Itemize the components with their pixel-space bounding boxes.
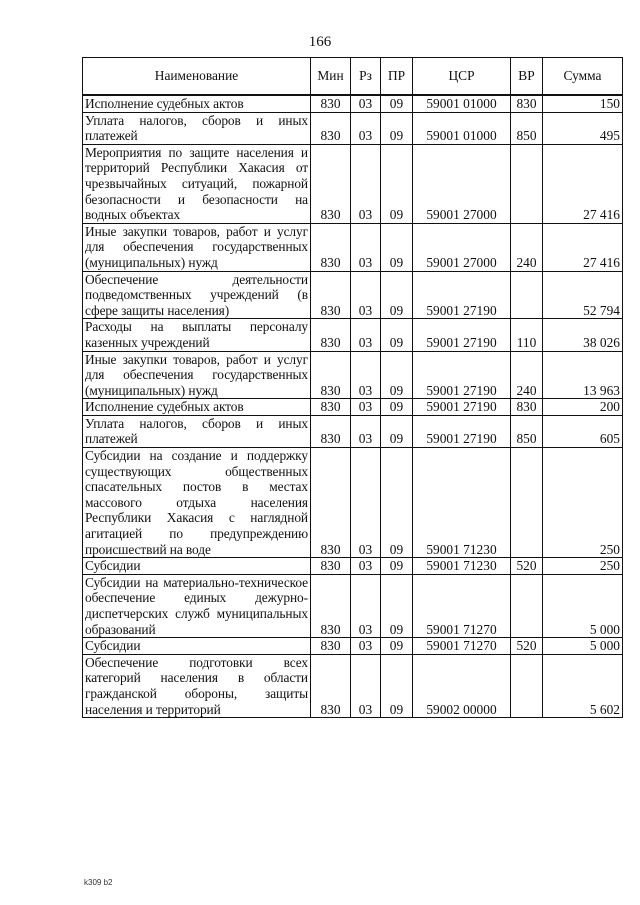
row-pr: 09	[381, 144, 413, 223]
row-vr	[511, 574, 543, 637]
row-rz: 03	[351, 351, 381, 399]
row-name: Субсидии	[83, 558, 311, 575]
row-csr: 59001 27000	[413, 223, 511, 271]
row-sum: 27 416	[543, 223, 623, 271]
row-min: 830	[311, 351, 351, 399]
row-vr: 520	[511, 558, 543, 575]
row-vr	[511, 144, 543, 223]
header-pr: ПР	[381, 58, 413, 96]
row-min: 830	[311, 415, 351, 447]
row-vr	[511, 448, 543, 558]
page-number: 166	[308, 34, 332, 50]
row-pr: 09	[381, 112, 413, 144]
row-name: Обеспечение деятельности подведомственных учреждений (в сфере защиты населения)	[83, 271, 311, 319]
row-pr: 09	[381, 558, 413, 575]
table-row	[83, 271, 623, 319]
row-name: Исполнение судебных актов	[83, 95, 311, 112]
row-csr: 59001 27190	[413, 271, 511, 319]
table-header-row	[83, 58, 623, 96]
row-min: 830	[311, 112, 351, 144]
row-name: Субсидии на создание и поддержку существующих общественных спасательных постов в местах массового отдыха населения Республики Хакасия с наглядной агитацией по предупреждению происшествий на воде	[83, 448, 311, 558]
row-sum: 495	[543, 112, 623, 144]
header-rz: Рз	[351, 58, 381, 96]
row-min: 830	[311, 558, 351, 575]
table-row	[83, 415, 623, 447]
table-row	[83, 112, 623, 144]
row-rz: 03	[351, 95, 381, 112]
row-vr: 830	[511, 399, 543, 416]
row-rz: 03	[351, 319, 381, 351]
table-row	[83, 448, 623, 558]
row-rz: 03	[351, 654, 381, 717]
row-sum: 27 416	[543, 144, 623, 223]
row-min: 830	[311, 399, 351, 416]
row-min: 830	[311, 271, 351, 319]
row-vr: 850	[511, 415, 543, 447]
row-min: 830	[311, 95, 351, 112]
table-row	[83, 654, 623, 717]
row-vr	[511, 654, 543, 717]
row-csr: 59002 00000	[413, 654, 511, 717]
row-sum: 5 602	[543, 654, 623, 717]
table-row	[83, 574, 623, 637]
table-row	[83, 319, 623, 351]
row-vr	[511, 271, 543, 319]
row-csr: 59001 27190	[413, 319, 511, 351]
table-row	[83, 399, 623, 416]
row-rz: 03	[351, 558, 381, 575]
header-min: Мин	[311, 58, 351, 96]
row-min: 830	[311, 638, 351, 655]
row-sum: 250	[543, 448, 623, 558]
row-vr: 850	[511, 112, 543, 144]
row-vr: 240	[511, 223, 543, 271]
row-vr: 240	[511, 351, 543, 399]
row-rz: 03	[351, 448, 381, 558]
row-sum: 38 026	[543, 319, 623, 351]
row-sum: 150	[543, 95, 623, 112]
row-vr: 110	[511, 319, 543, 351]
row-csr: 59001 27190	[413, 351, 511, 399]
table-row	[83, 223, 623, 271]
row-pr: 09	[381, 399, 413, 416]
row-name: Субсидии на материально-техническое обеспечение единых дежурно-диспетчерских служб муниципальных образований	[83, 574, 311, 637]
header-sum: Сумма	[543, 58, 623, 96]
row-sum: 52 794	[543, 271, 623, 319]
row-csr: 59001 01000	[413, 95, 511, 112]
row-csr: 59001 27000	[413, 144, 511, 223]
budget-table	[82, 57, 623, 718]
row-min: 830	[311, 574, 351, 637]
row-pr: 09	[381, 415, 413, 447]
row-pr: 09	[381, 351, 413, 399]
table-row	[83, 351, 623, 399]
row-pr: 09	[381, 319, 413, 351]
row-vr: 830	[511, 95, 543, 112]
row-pr: 09	[381, 223, 413, 271]
row-name: Уплата налогов, сборов и иных платежей	[83, 112, 311, 144]
row-sum: 250	[543, 558, 623, 575]
row-sum: 200	[543, 399, 623, 416]
row-csr: 59001 71270	[413, 574, 511, 637]
row-rz: 03	[351, 112, 381, 144]
row-pr: 09	[381, 638, 413, 655]
row-sum: 5 000	[543, 638, 623, 655]
row-name: Исполнение судебных актов	[83, 399, 311, 416]
row-sum: 13 963	[543, 351, 623, 399]
header-vr: ВР	[511, 58, 543, 96]
row-csr: 59001 71230	[413, 558, 511, 575]
row-vr: 520	[511, 638, 543, 655]
row-pr: 09	[381, 574, 413, 637]
row-rz: 03	[351, 144, 381, 223]
row-name: Иные закупки товаров, работ и услуг для обеспечения государственных (муниципальных) нужд	[83, 223, 311, 271]
row-csr: 59001 27190	[413, 399, 511, 416]
row-csr: 59001 71230	[413, 448, 511, 558]
footer-code: k309 b2	[84, 878, 113, 887]
row-min: 830	[311, 223, 351, 271]
row-min: 830	[311, 144, 351, 223]
row-pr: 09	[381, 271, 413, 319]
row-pr: 09	[381, 448, 413, 558]
row-csr: 59001 27190	[413, 415, 511, 447]
table-row	[83, 558, 623, 575]
row-csr: 59001 71270	[413, 638, 511, 655]
row-name: Уплата налогов, сборов и иных платежей	[83, 415, 311, 447]
row-sum: 5 000	[543, 574, 623, 637]
table-row	[83, 95, 623, 112]
table-row	[83, 144, 623, 223]
row-rz: 03	[351, 271, 381, 319]
row-rz: 03	[351, 223, 381, 271]
row-rz: 03	[351, 638, 381, 655]
row-pr: 09	[381, 95, 413, 112]
row-min: 830	[311, 654, 351, 717]
header-name: Наименование	[83, 58, 311, 96]
row-rz: 03	[351, 415, 381, 447]
row-min: 830	[311, 319, 351, 351]
row-name: Расходы на выплаты персоналу казенных учреждений	[83, 319, 311, 351]
row-csr: 59001 01000	[413, 112, 511, 144]
row-name: Субсидии	[83, 638, 311, 655]
table-row	[83, 638, 623, 655]
row-rz: 03	[351, 399, 381, 416]
header-csr: ЦСР	[413, 58, 511, 96]
row-min: 830	[311, 448, 351, 558]
row-name: Мероприятия по защите населения и территорий Республики Хакасия от чрезвычайных ситуаций, пожарной безопасности и безопасности на водных объектах	[83, 144, 311, 223]
row-sum: 605	[543, 415, 623, 447]
row-pr: 09	[381, 654, 413, 717]
row-name: Иные закупки товаров, работ и услуг для обеспечения государственных (муниципальных) нужд	[83, 351, 311, 399]
row-name: Обеспечение подготовки всех категорий населения в области гражданской обороны, защиты населения и территорий	[83, 654, 311, 717]
row-rz: 03	[351, 574, 381, 637]
